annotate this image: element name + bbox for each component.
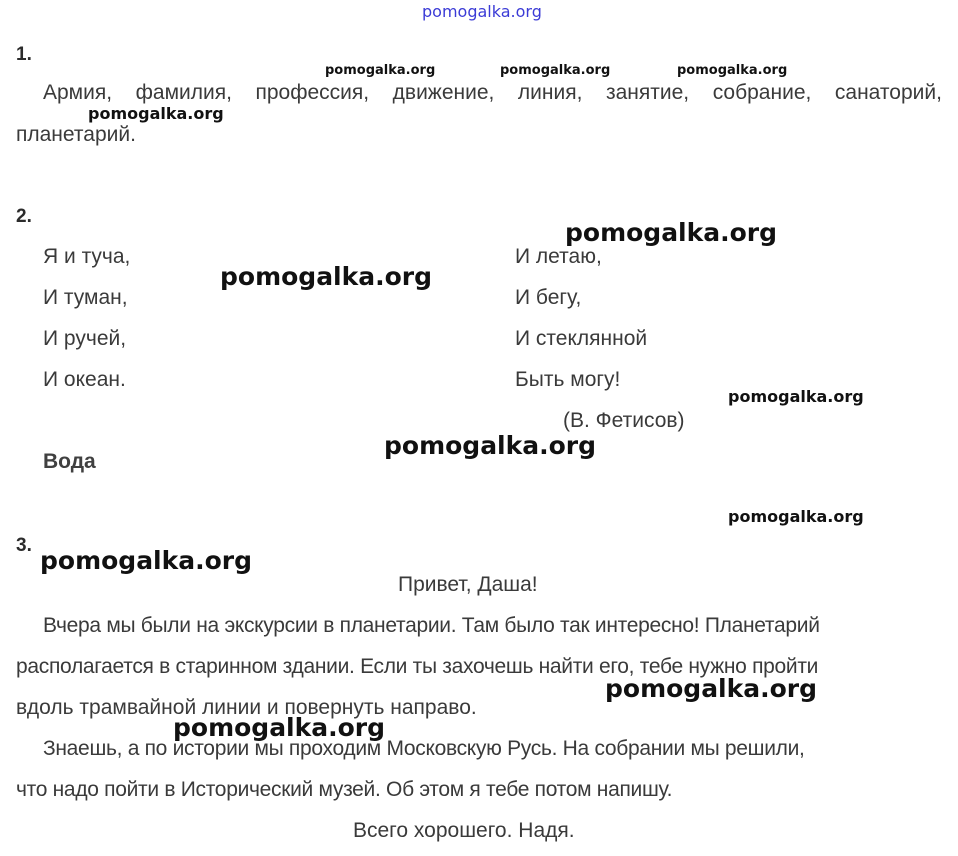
watermark: pomogalka.org: [500, 63, 611, 78]
watermark: pomogalka.org: [677, 63, 788, 78]
watermark: pomogalka.org: [565, 218, 778, 247]
task-1-number: 1.: [16, 44, 32, 65]
letter-p2-line-2: что надо пойти в Исторический музей. Об этом я тебе потом напишу.: [16, 778, 673, 801]
poem-author: (В. Фетисов): [563, 409, 685, 432]
word: занятие,: [606, 81, 690, 104]
poem-left-line-3: И ручей,: [43, 327, 127, 350]
task-1-word-list: [43, 81, 942, 105]
poem-right-line-1: И летаю,: [515, 245, 602, 268]
letter-greeting: Привет, Даша!: [398, 573, 538, 596]
letter-p1-line-3: вдоль трамвайной линии и повернуть направо.: [16, 696, 477, 719]
watermark-top: pomogalka.org: [422, 2, 542, 21]
watermark: pomogalka.org: [325, 63, 436, 78]
task-2-number: 2.: [16, 206, 32, 227]
watermark: pomogalka.org: [88, 104, 224, 123]
word: профессия,: [255, 81, 370, 104]
watermark: pomogalka.org: [173, 713, 386, 742]
letter-p2-line-1: Знаешь, а по истории мы проходим Московскую Русь. На собрании мы решили,: [43, 737, 805, 760]
watermark: pomogalka.org: [728, 387, 864, 406]
poem-right-line-2: И бегу,: [515, 286, 582, 309]
poem-right-line-4: Быть могу!: [515, 368, 621, 391]
word: собрание,: [712, 81, 812, 104]
task-3-number: 3.: [16, 535, 32, 556]
task-1-line-2: планетарий.: [16, 123, 136, 146]
watermark: pomogalka.org: [384, 431, 597, 460]
word: фамилия,: [135, 81, 232, 104]
letter-p1-line-2: располагается в старинном здании. Если ты захочешь найти его, тебе нужно пройти: [16, 655, 819, 678]
poem-left-line-4: И океан.: [43, 368, 126, 391]
poem-left-line-1: Я и туча,: [43, 245, 131, 268]
word: движение,: [392, 81, 495, 104]
word: линия,: [517, 81, 583, 104]
watermark: pomogalka.org: [605, 674, 818, 703]
letter-closing: Всего хорошего. Надя.: [353, 819, 575, 842]
word: санаторий,: [834, 81, 942, 104]
watermark: pomogalka.org: [728, 507, 864, 526]
word: Армия,: [43, 81, 113, 104]
watermark: pomogalka.org: [40, 546, 253, 575]
poem-right-line-3: И стеклянной: [515, 327, 648, 350]
letter-p1-line-1: Вчера мы были на экскурсии в планетарии. Там было так интересно! Планетарий: [43, 614, 820, 637]
watermark: pomogalka.org: [220, 262, 433, 291]
poem-left-line-2: И туман,: [43, 286, 128, 309]
riddle-answer: Вода: [43, 450, 96, 473]
